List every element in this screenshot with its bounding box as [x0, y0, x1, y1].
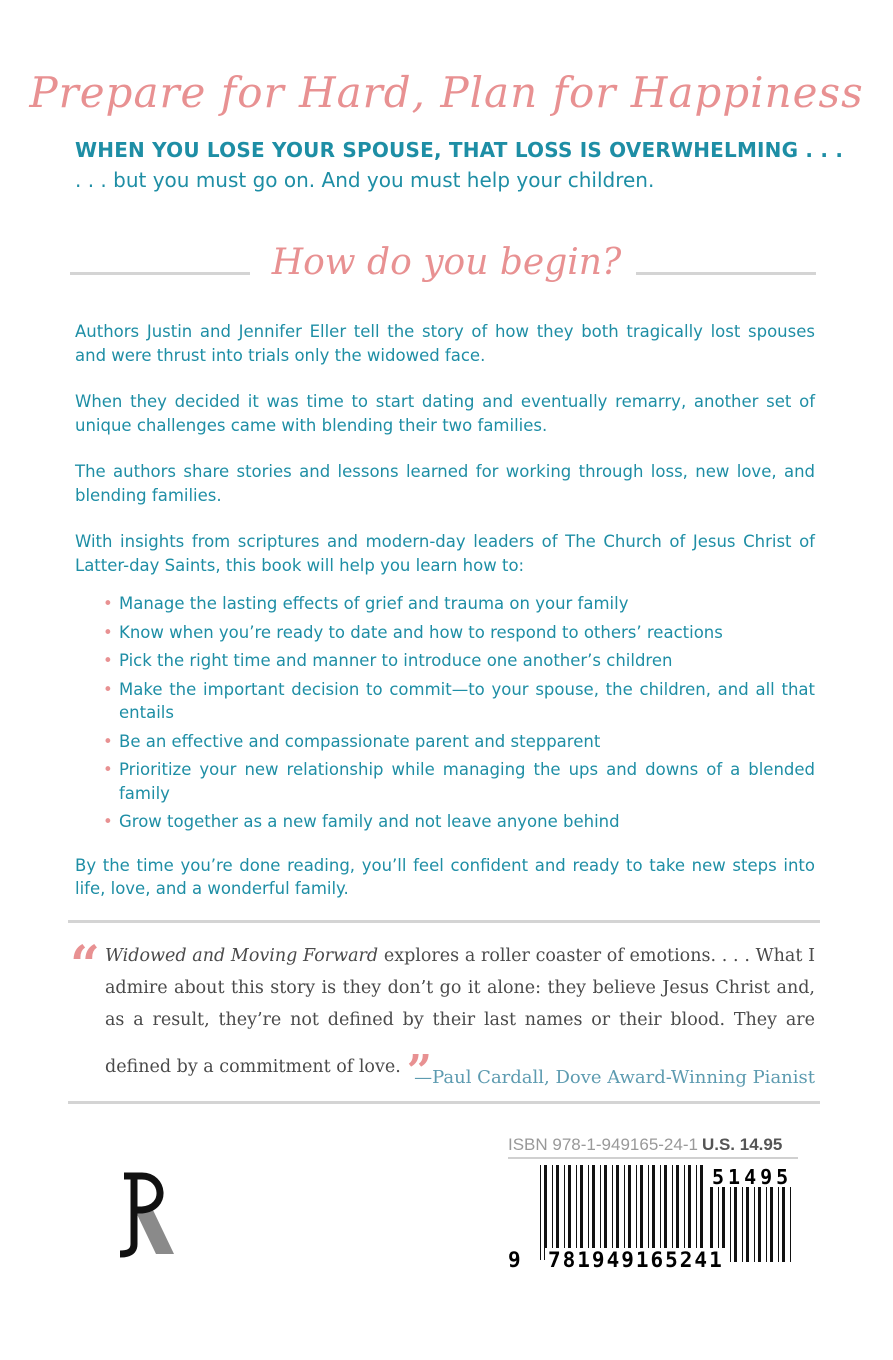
barcode-bar — [734, 1187, 737, 1262]
bullet-icon: • — [103, 731, 113, 751]
list-item-text: Grow together as a new family and not leave anyone behind — [119, 812, 620, 831]
barcode-bar — [688, 1165, 691, 1260]
barcode-bar — [556, 1165, 559, 1260]
barcode-bar — [648, 1165, 649, 1260]
barcode-bar — [766, 1187, 767, 1262]
barcode-bar — [612, 1165, 613, 1260]
barcode-bar — [616, 1165, 619, 1260]
barcode-bar — [790, 1187, 791, 1262]
barcode-bar — [754, 1187, 755, 1262]
section-heading: How do you begin? — [271, 242, 622, 283]
closing-paragraph: By the time you’re done reading, you’ll feel confident and ready to take new steps into life, love, and a wonderful family. — [75, 855, 815, 898]
barcode-bar — [540, 1165, 541, 1260]
book-title: Widowed and Moving Forward — [105, 946, 379, 966]
barcode-bar — [742, 1187, 743, 1262]
barcode-bar — [730, 1187, 731, 1262]
endorsement-quote — [105, 940, 815, 1097]
list-item — [103, 758, 815, 805]
list-item-text: Make the important decision to commit—to your spouse, the children, and all that entails — [119, 679, 815, 722]
publisher-logo — [112, 1168, 182, 1262]
barcode-bar — [652, 1165, 655, 1260]
barcode-bar — [580, 1165, 583, 1260]
list-item — [103, 649, 815, 673]
bullet-icon: • — [103, 622, 113, 642]
paragraph: With insights from scriptures and modern-day leaders of The Church of Jesus Christ of Latter-day Saints, this book will help you learn how to: — [75, 532, 815, 575]
barcode-bar — [696, 1165, 697, 1260]
quote-text: explores a roller coaster of emotions. . . . What I admire about this story is they don’t go it alone: they believe Jesus Christ and, as a result, they’re not defined by their last names or their blood. They are defined by a commitment of love. — [105, 946, 815, 1077]
open-quote-icon: “ — [70, 935, 100, 996]
list-item-text: Pick the right time and manner to introduce one another’s children — [119, 651, 673, 670]
barcode-bar — [660, 1165, 661, 1260]
barcode-bar — [640, 1165, 643, 1260]
paragraph: The authors share stories and lessons learned for working through loss, new love, and blending families. — [75, 462, 815, 505]
barcode-bar — [628, 1165, 631, 1260]
barcode-bar — [576, 1165, 577, 1260]
isbn-number: ISBN 978-1-949165-24-1 — [508, 1135, 698, 1154]
bullet-icon: • — [103, 812, 113, 831]
barcode-bar — [746, 1187, 749, 1262]
isbn-line — [508, 1135, 798, 1159]
barcode-bar — [552, 1165, 553, 1260]
barcode-bar — [624, 1165, 625, 1260]
barcode-digits: 781949165241 — [545, 1248, 727, 1272]
barcode-bar — [676, 1165, 679, 1260]
description — [75, 320, 815, 924]
barcode-first-digit: 9 — [508, 1248, 521, 1272]
barcode-bar — [604, 1165, 607, 1260]
cover-title: Prepare for Hard, Plan for Happiness — [29, 68, 864, 117]
list-item-text: Prioritize your new relationship while managing the ups and downs of a blended family — [119, 760, 815, 803]
bullet-icon: • — [103, 594, 113, 613]
quote-top-rule — [68, 920, 820, 923]
bullet-icon: • — [103, 760, 113, 779]
bullet-icon: • — [103, 679, 113, 699]
barcode-bar — [770, 1187, 773, 1262]
barcode-bar — [782, 1187, 785, 1262]
list-item — [103, 730, 815, 754]
list-item-text: Know when you’re ready to date and how to respond to others’ reactions — [119, 622, 723, 642]
quote-bottom-rule — [68, 1101, 820, 1104]
quote-attribution: —Paul Cardall, Dove Award-Winning Pianist — [414, 1067, 815, 1088]
barcode-addon-digits: 51495 — [712, 1165, 793, 1189]
barcode-bar — [778, 1187, 779, 1262]
barcode-bar — [672, 1165, 673, 1260]
list-item-text: Manage the lasting effects of grief and trauma on your family — [119, 594, 629, 613]
bullet-list — [75, 592, 815, 834]
divider-right — [636, 272, 816, 275]
barcode-bar — [664, 1165, 667, 1260]
list-item — [103, 592, 815, 616]
paragraph: When they decided it was time to start dating and eventually remarry, another set of unique challenges came with blending their two families. — [75, 392, 815, 435]
subheadline: . . . but you must go on. And you must help your children. — [75, 168, 655, 192]
headline: WHEN YOU LOSE YOUR SPOUSE, THAT LOSS IS OVERWHELMING . . . — [75, 138, 844, 162]
close-quote-icon: ” — [406, 1046, 433, 1097]
barcode-bar — [588, 1165, 589, 1260]
barcode-bar — [600, 1165, 601, 1260]
barcode-bar — [592, 1165, 595, 1260]
barcode-bar — [758, 1187, 761, 1262]
barcode-bar — [544, 1165, 547, 1260]
bullet-icon: • — [103, 651, 113, 670]
list-item — [103, 621, 815, 645]
barcode-bar — [568, 1165, 571, 1260]
list-item — [103, 810, 815, 834]
price: U.S. 14.95 — [701, 1135, 783, 1154]
barcode-bar — [636, 1165, 637, 1260]
paragraph: Authors Justin and Jennifer Eller tell the story of how they both tragically lost spouses and were thrust into trials only the widowed face. — [75, 322, 815, 365]
list-item-text: Be an effective and compassionate parent and stepparent — [119, 731, 601, 751]
list-item — [103, 678, 815, 725]
barcode-bar — [564, 1165, 565, 1260]
barcode-bar — [684, 1165, 685, 1260]
barcode-bar — [700, 1165, 703, 1260]
